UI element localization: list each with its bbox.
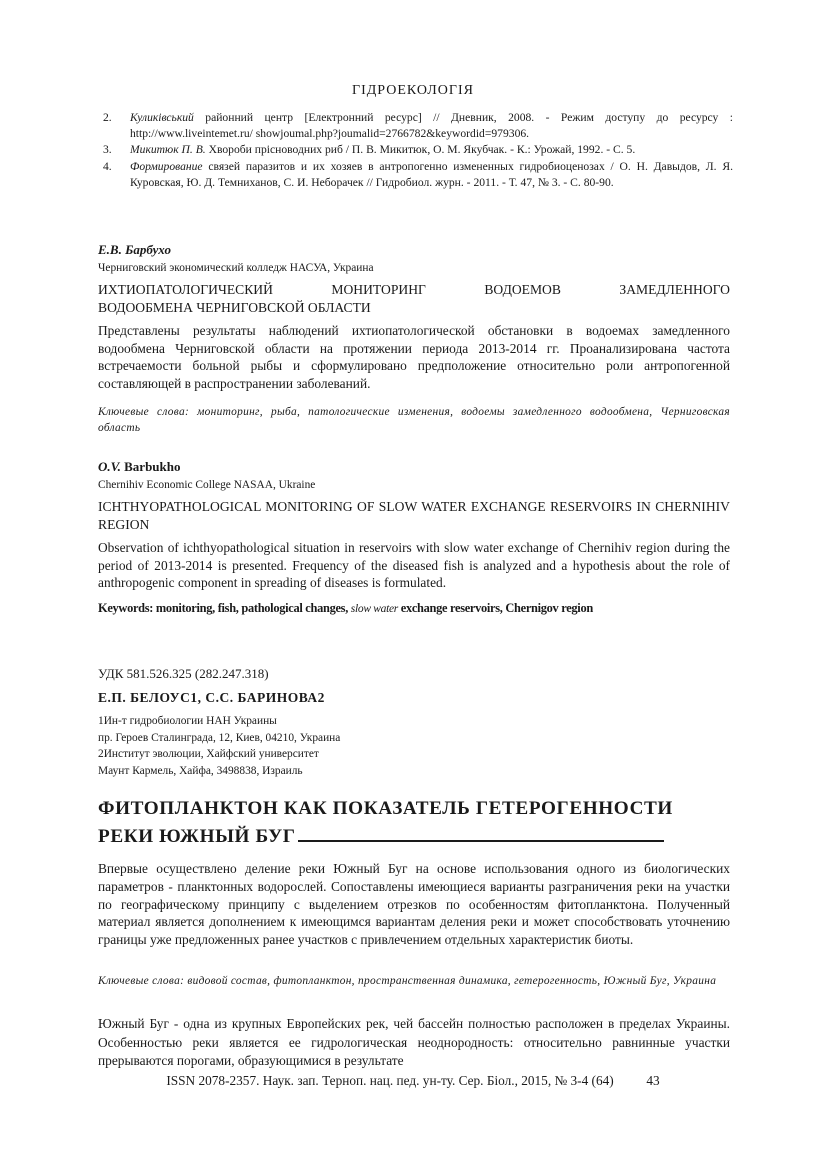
en-keywords-italic: slow water	[350, 603, 398, 615]
en-affiliation: Chernihiv Economic College NASAA, Ukraine	[98, 479, 316, 491]
reference-item	[103, 159, 733, 191]
en-keywords-part: Keywords: monitoring, fish, pathological changes,	[98, 601, 351, 615]
article-body: Южный Буг - одна из крупных Европейских рек, чей бассейн полностью расположен в пределах Украины. Особенностью реки является ее гидрологическая неоднородность: относительно равнинные участки прерываются порогами, образующимися в результате	[98, 1016, 730, 1068]
en-author	[98, 459, 730, 475]
reference-number: 4.	[103, 159, 112, 173]
footer-journal: ISSN 2078-2357. Наук. зап. Терноп. нац. пед. ун-ту. Сер. Біол., 2015, № 3-4 (64)	[166, 1073, 614, 1088]
ru-author: Е.В. Барбухо	[98, 242, 171, 257]
ru-abstract-text: Представлены результаты наблюдений ихтиопатологической обстановки в водоемах замедленного водообмена Черниговской области на протяжении периода 2013-2014 гг. Проанализирована частота встречаемости больной рыбы и сформулировано предположение относительно роли антропогенной составляющей в распространении заболеваний.	[98, 323, 730, 391]
en-title: ICHTHYOPATHOLOGICAL MONITORING OF SLOW WATER EXCHANGE RESERVOIRS IN CHERNIHIV REGION	[98, 499, 730, 532]
reference-text: районний центр [Електронний ресурс] // Дневник, 2008. - Режим доступу до ресурсу : http://www.liveintemet.ru/ showjoumal.php?joumalid=2766782&keywordid=979306.	[130, 111, 733, 141]
ru-title-word: МОНИТОРИНГ	[331, 282, 426, 297]
institution-line: 2Институт эволюции, Хайфский университет	[98, 748, 319, 760]
page-number: 43	[646, 1073, 660, 1088]
ru-title-word: ИХТИОПАТОЛОГИЧЕСКИЙ	[98, 282, 273, 297]
en-author-initials: O.V.	[98, 459, 121, 474]
ru-title-word: ВОДОЕМОВ	[484, 282, 561, 297]
ru-affiliation: Черниговский экономический колледж НАСУА, Украина	[98, 262, 374, 274]
udc-code: УДК 581.526.325 (282.247.318)	[98, 666, 269, 681]
reference-author: Куликівський	[130, 111, 194, 124]
article-title-line2: РЕКИ ЮЖНЫЙ БУГ	[98, 826, 296, 847]
reference-text: Хвороби прісноводних риб / П. В. Микитюк, О. М. Якубчак. - К.: Урожай, 1992. - С. 5.	[205, 143, 636, 157]
article-abstract: Впервые осуществлено деление реки Южный Буг на основе использования одного из биологических параметров - планктонных водорослей. Сопоставлены имеющиеся варианты разграничения реки на участки по географическому принципу с выделением отрезков по особенностям фитопланктона. Полученный материал является дополнением к имеющимся вариантам деления реки и может способствовать уточнению границы уже предложенных ранее участков с привлечением отдельных характеристик биоты.	[98, 861, 730, 948]
article-title-line2-row	[98, 822, 730, 850]
en-keywords	[98, 601, 730, 616]
running-header: ГІДРОЕКОЛОГІЯ	[351, 83, 475, 98]
reference-text: связей паразитов и их хозяев в антропогенно измененных гидробиоценозах / О. Н. Давыдов, Л. Я. Куровская, Ю. Д. Темниханов, С. И. Неборачек // Гидробиол. журн. - 2011. - Т. 47, № 3. - С. 80-90.	[130, 159, 733, 189]
article-title-line1: ФИТОПЛАНКТОН КАК ПОКАЗАТЕЛЬ ГЕТЕРОГЕННОСТИ	[98, 798, 673, 819]
ru-title-line1	[98, 281, 730, 299]
article-title	[98, 796, 730, 850]
institution-line: Маунт Кармель, Хайфа, 3498838, Израиль	[98, 764, 303, 777]
reference-item	[103, 110, 733, 142]
institution-line: 1Ин-т гидробиологии НАН Украины	[98, 715, 277, 727]
reference-list	[103, 110, 733, 191]
institution-line: пр. Героев Сталинграда, 12, Киев, 04210, Украина	[98, 731, 341, 744]
page-footer	[0, 1073, 826, 1089]
article-institutions	[98, 713, 730, 779]
ru-keywords: Ключевые слова: мониторинг, рыба, патологические изменения, водоемы замедленного водообмена, Черниговская область	[98, 406, 730, 434]
ru-title-word: ЗАМЕДЛЕННОГО	[619, 282, 730, 297]
reference-author: Формирование	[130, 159, 203, 173]
title-underline	[298, 822, 664, 842]
reference-number: 2.	[103, 111, 112, 124]
en-keywords-part: exchange reservoirs, Chernigov region	[397, 601, 593, 615]
reference-author: Микитюк П. В.	[130, 143, 206, 157]
reference-item	[103, 142, 733, 158]
ru-title-line2: ВОДООБМЕНА ЧЕРНИГОВСКОЙ ОБЛАСТИ	[98, 300, 371, 315]
en-abstract-text: Observation of ichthyopathological situation in reservoirs with slow water exchange of Chernihiv region during the period of 2013-2014 is presented. Frequency of the diseased fish is analyzed and a hypothesis about the role of anthropogenic component in spreading of diseases is formulated.	[98, 540, 730, 591]
en-author-surname: Barbukho	[124, 459, 181, 474]
article-authors: Е.П. БЕЛОУС1, С.С. БАРИНОВА2	[98, 690, 325, 705]
reference-number: 3.	[103, 143, 112, 157]
article-keywords: Ключевые слова: видовой состав, фитопланктон, пространственная динамика, гетерогенность, Южный Буг, Украина	[98, 975, 717, 987]
